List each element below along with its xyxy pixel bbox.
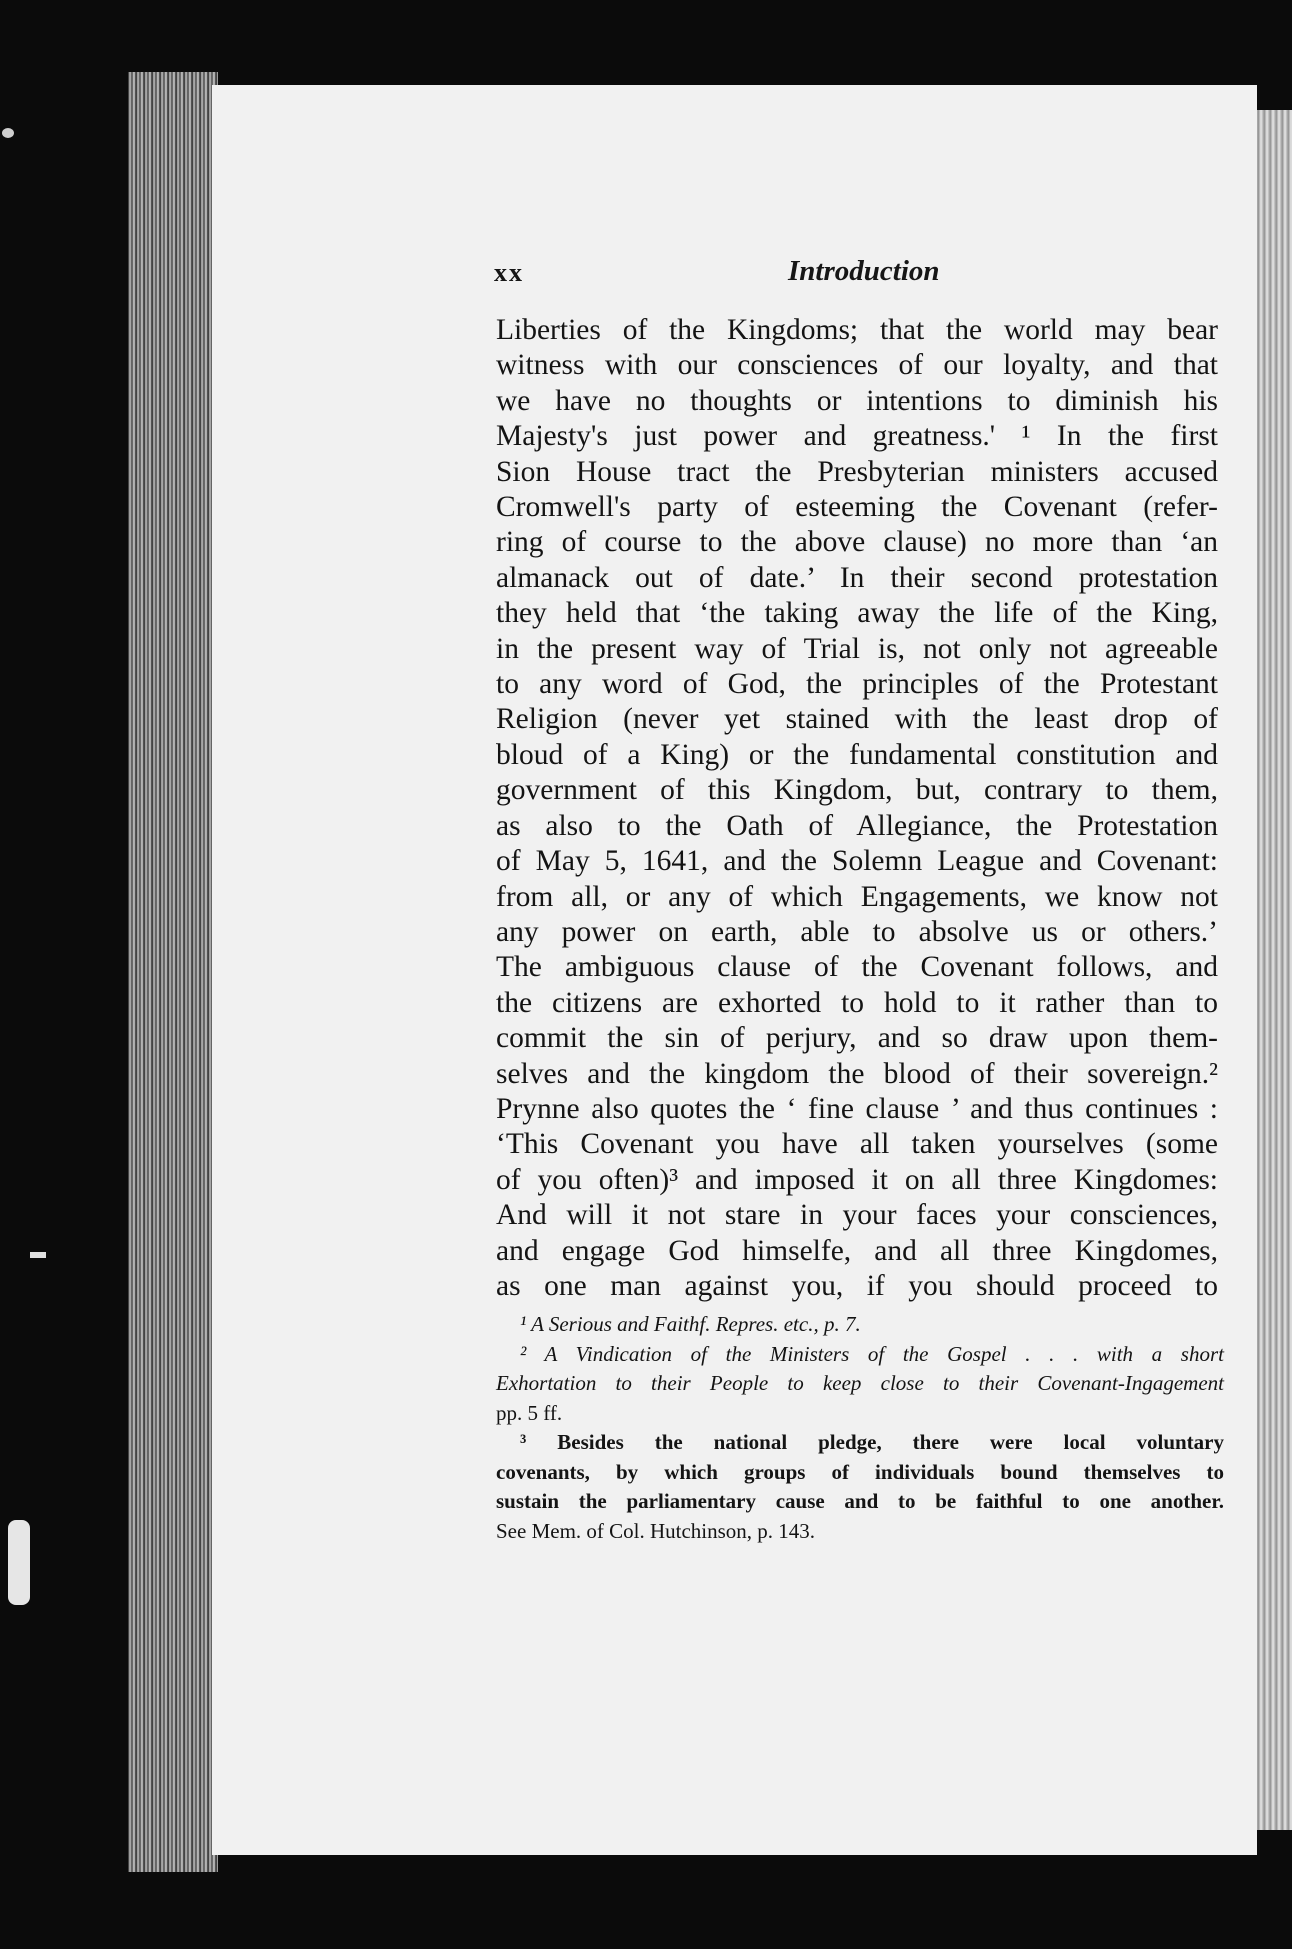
text-line: they held that ‘the taking away the life of the King,	[496, 597, 1218, 630]
scan-speck	[8, 1520, 30, 1605]
text-line: ‘This Covenant you have all taken yourselves (some	[496, 1128, 1218, 1161]
text-line: as one man against you, if you should proceed to	[496, 1269, 1218, 1302]
footnote-1: ¹ A Serious and Faithf. Repres. etc., p. 7.	[520, 1312, 861, 1336]
footnotes	[496, 1310, 1224, 1546]
text-line: as also to the Oath of Allegiance, the Protestation	[496, 809, 1218, 842]
text-line: any power on earth, able to absolve us or others.’	[496, 915, 1218, 948]
body-text	[496, 313, 1218, 1304]
footnote-3: ³ Besides the national pledge, there were local voluntary	[520, 1430, 1224, 1454]
text-line: witness with our consciences of our loyalty, and that	[496, 349, 1218, 382]
text-line: Majesty's just power and greatness.' ¹ In the first	[496, 420, 1218, 453]
text-line: of May 5, 1641, and the Solemn League and Covenant:	[496, 845, 1218, 878]
text-line: selves and the kingdom the blood of their sovereign.²	[496, 1057, 1218, 1090]
footnote-3-reference: See Mem. of Col. Hutchinson, p. 143.	[496, 1518, 816, 1543]
text-line: bloud of a King) or the fundamental constitution and	[496, 738, 1218, 771]
text-line: Cromwell's party of esteeming the Covenant (refer-	[496, 491, 1218, 524]
footnote-2: ² A Vindication of the Ministers of the Gospel . . . with a short	[520, 1341, 1224, 1366]
text-line: Liberties of the Kingdoms; that the world may bear	[496, 314, 1218, 346]
text-line: in the present way of Trial is, not only not agreeable	[496, 632, 1218, 665]
text-line: from all, or any of which Engagements, we know not	[496, 880, 1218, 913]
text-line: The ambiguous clause of the Covenant follows, and	[496, 951, 1218, 984]
text-line: we have no thoughts or intentions to diminish his	[496, 384, 1218, 417]
text-line: Sion House tract the Presbyterian ministers accused	[496, 455, 1218, 488]
text-line: Prynne also quotes the ‘ fine clause ’ and thus continues :	[496, 1092, 1218, 1125]
scan-speck	[30, 1252, 46, 1258]
text-line: to any word of God, the principles of the Protestant	[496, 668, 1218, 701]
text-line: government of this Kingdom, but, contrary to them,	[496, 774, 1218, 807]
text-line: and engage God himselfe, and all three Kingdomes,	[496, 1234, 1218, 1267]
text-line: And will it not stare in your faces your consciences,	[496, 1199, 1218, 1232]
footnote-3-continued: covenants, by which groups of individuals bound themselves to	[496, 1459, 1224, 1484]
book-page-edges-left	[128, 72, 218, 1872]
text-line: the citizens are exhorted to hold to it rather than to	[496, 986, 1218, 1019]
text-line: ring of course to the above clause) no more than ‘an	[496, 526, 1218, 559]
footnote-2-pages: pp. 5 ff.	[496, 1400, 563, 1425]
text-line: commit the sin of perjury, and so draw upon them-	[496, 1022, 1218, 1055]
footnote-3-continued: sustain the parliamentary cause and to be faithful to one another.	[496, 1489, 1224, 1513]
book-page-edges-right	[1252, 110, 1292, 1830]
text-line: Religion (never yet stained with the least drop of	[496, 703, 1218, 736]
page-number: xx	[494, 258, 524, 287]
running-title: Introduction	[788, 255, 940, 287]
page-header	[494, 255, 1234, 295]
text-line: of you often)³ and imposed it on all three Kingdomes:	[496, 1163, 1218, 1196]
text-line: almanack out of date.’ In their second protestation	[496, 561, 1218, 594]
scan-speck	[2, 128, 14, 138]
footnote-2-continued: Exhortation to their People to keep close to their Covenant-Ingagement	[496, 1371, 1224, 1395]
